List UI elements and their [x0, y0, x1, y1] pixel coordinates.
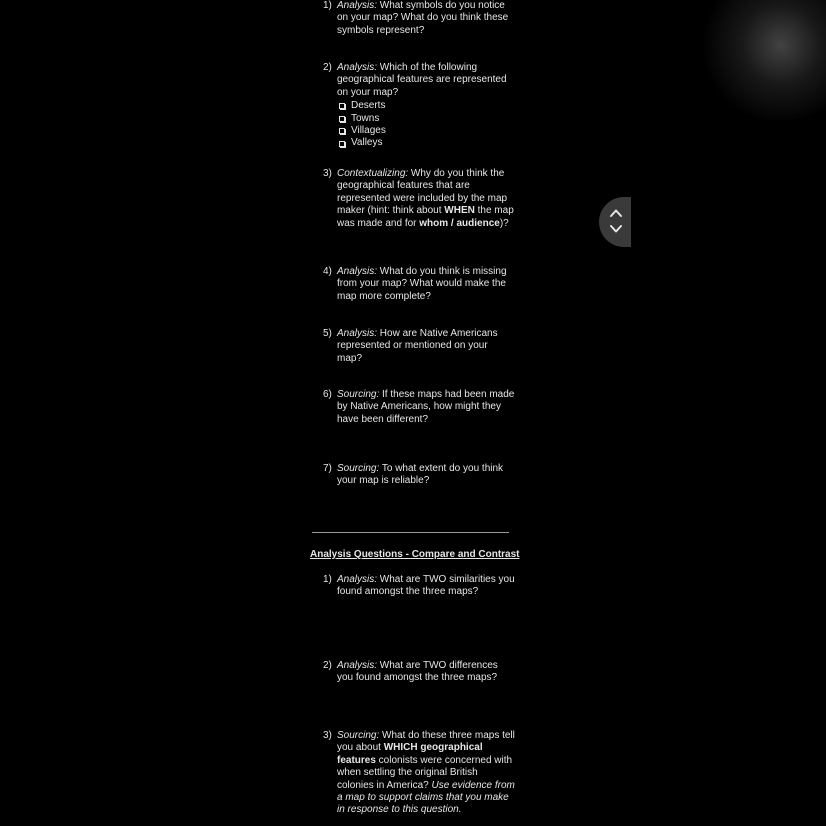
- question-category: Sourcing:: [337, 389, 380, 400]
- checklist-item[interactable]: [339, 113, 515, 125]
- question-7: [323, 463, 515, 488]
- option-label: Towns: [351, 112, 380, 124]
- question-text: What are TWO differences you found amongst the three maps?: [337, 660, 498, 684]
- question-text: What symbols do you notice on your map? What do you think these symbols represent?: [337, 0, 509, 36]
- checkbox-icon[interactable]: [339, 141, 345, 147]
- checkbox-icon[interactable]: [339, 103, 345, 109]
- question-category: Analysis:: [337, 62, 378, 73]
- question-number: 2): [323, 62, 332, 73]
- checklist-item[interactable]: [339, 100, 515, 112]
- question-number: 3): [323, 168, 332, 179]
- instruction-text: Use evidence from a map to support claims that you make in response to this question.: [337, 779, 515, 816]
- checkbox-icon[interactable]: [339, 128, 345, 134]
- checkbox-icon[interactable]: [339, 116, 345, 122]
- question-text: What do these three maps tell you about: [337, 730, 515, 754]
- question-category: Analysis:: [337, 574, 378, 585]
- question-number: 2): [323, 660, 332, 671]
- question-text: colonists were concerned with when settling the original British colonies in America?: [337, 754, 513, 791]
- question-text: Why do you think the geographical features that are represented were included by the map maker (hint: think about: [337, 168, 508, 217]
- checklist-item[interactable]: [339, 137, 515, 149]
- question-3: [323, 168, 515, 230]
- question-category: Analysis:: [337, 660, 378, 671]
- question-1: [323, 0, 515, 37]
- question-number: 3): [323, 730, 332, 741]
- option-label: Valleys: [351, 137, 383, 149]
- question-category: Analysis:: [337, 0, 378, 11]
- section-heading: Analysis Questions - Compare and Contrast: [310, 549, 520, 560]
- question-6: [323, 389, 515, 426]
- question-5: [323, 328, 515, 365]
- question-number: 7): [323, 463, 332, 474]
- question-category: Sourcing:: [337, 463, 380, 474]
- question-category: Contextualizing:: [337, 168, 409, 179]
- emphasis-text: whom / audience: [419, 217, 500, 229]
- compare-question-2: [323, 660, 515, 685]
- emphasis-text: WHICH geographical features: [337, 742, 483, 766]
- question-text: Which of the following geographical features are represented on your map?: [337, 62, 507, 98]
- question-category: Sourcing:: [337, 730, 380, 741]
- question-text: )?: [499, 217, 509, 229]
- question-text: To what extent do you think your map is reliable?: [337, 463, 504, 487]
- emphasis-text: WHEN: [444, 205, 475, 217]
- option-label: Deserts: [351, 100, 386, 112]
- compare-question-3: [323, 730, 515, 817]
- section-divider: [312, 532, 509, 533]
- compare-question-1: [323, 574, 515, 599]
- question-text: the map was made and for: [337, 205, 514, 229]
- question-text: How are Native Americans represented or mentioned on your map?: [337, 328, 498, 364]
- question-2: [323, 62, 515, 150]
- question-number: 5): [323, 328, 332, 339]
- question-4: [323, 266, 515, 303]
- question-text: What are TWO similarities you found amongst the three maps?: [337, 574, 515, 598]
- feature-checklist: [339, 100, 515, 150]
- checklist-item[interactable]: [339, 125, 515, 137]
- chevron-up-icon[interactable]: [609, 206, 623, 220]
- question-text: What do you think is missing from your map? What would make the map more complete?: [337, 266, 507, 302]
- question-number: 4): [323, 266, 332, 277]
- question-text: If these maps had been made by Native Americans, how might they have been different?: [337, 389, 515, 425]
- chevron-down-icon[interactable]: [609, 222, 623, 236]
- question-number: 6): [323, 389, 332, 400]
- question-category: Analysis:: [337, 328, 378, 339]
- option-label: Villages: [351, 125, 386, 136]
- question-number: 1): [323, 0, 332, 11]
- question-category: Analysis:: [337, 266, 378, 277]
- question-number: 1): [323, 574, 332, 585]
